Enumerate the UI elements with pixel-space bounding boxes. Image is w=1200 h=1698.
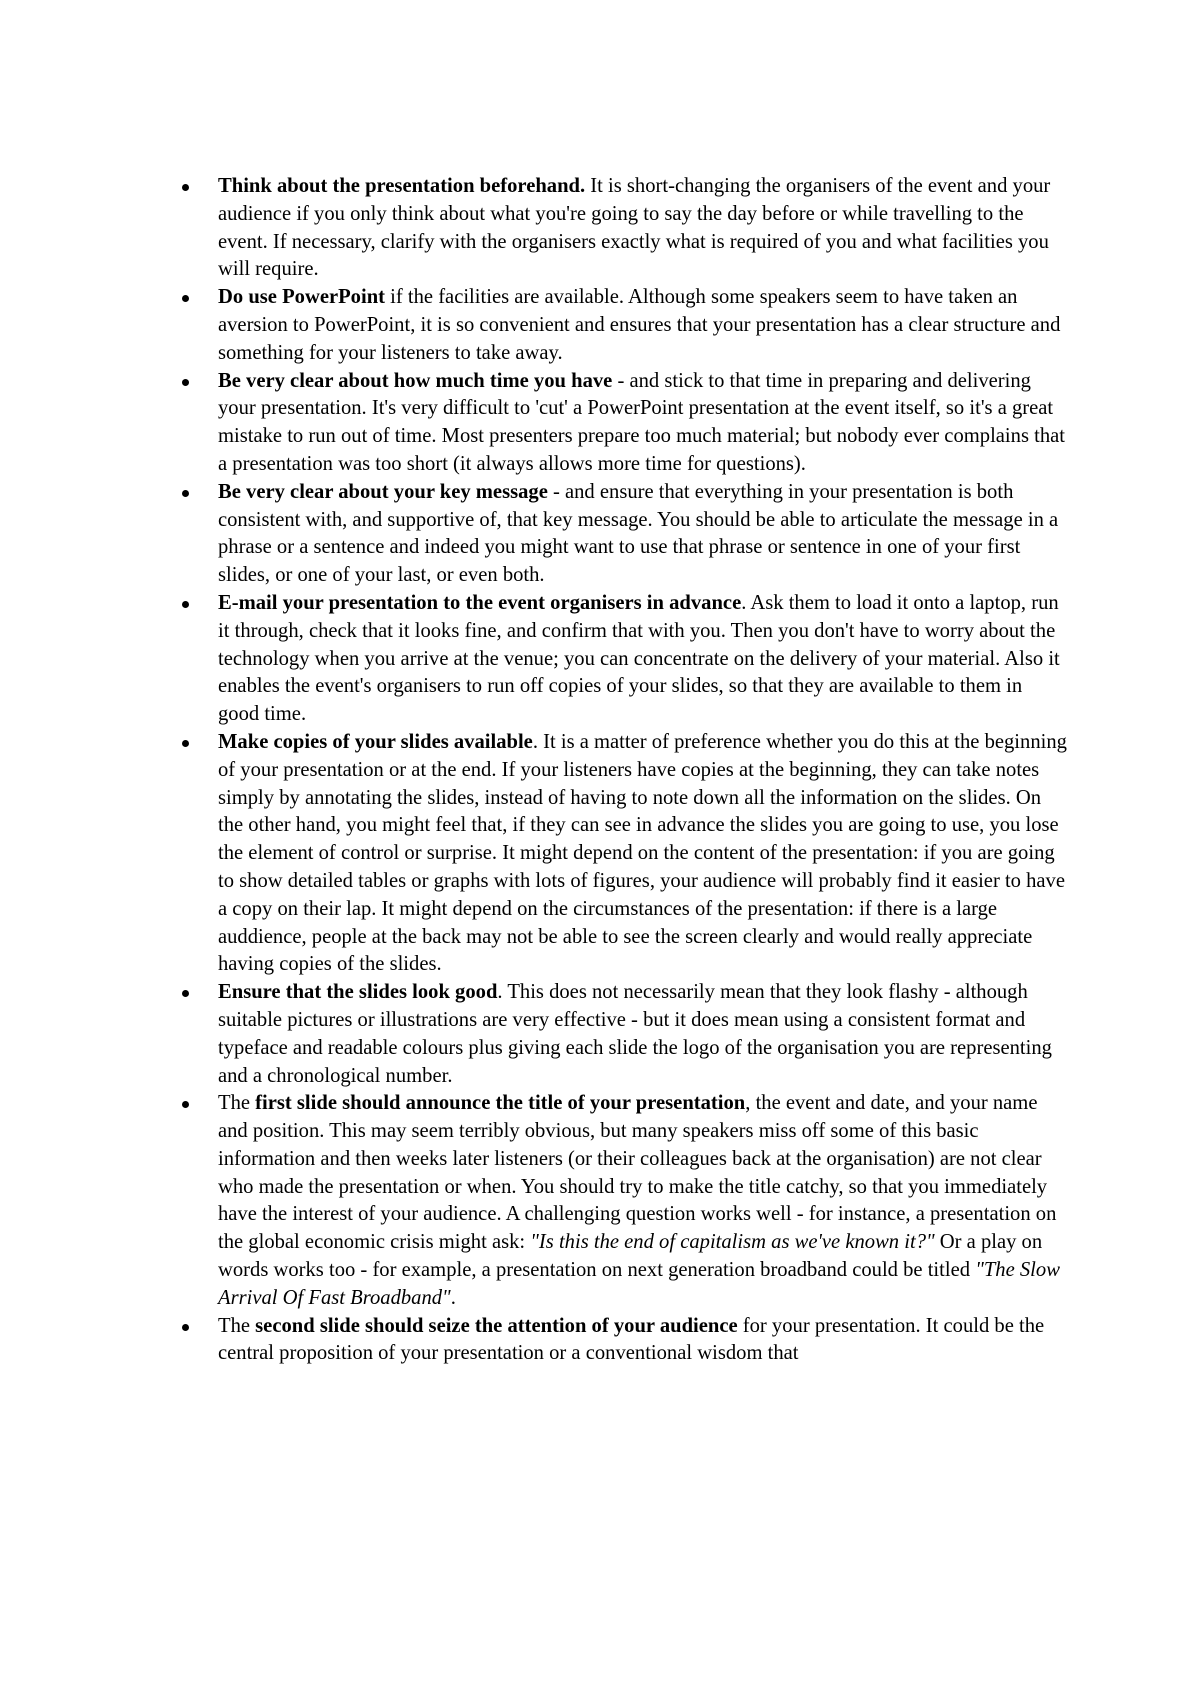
bullet-point-icon — [182, 740, 189, 747]
list-item-text: E-mail your presentation to the event organisers in advance. Ask them to load it onto a laptop, run it through, check that it looks fine, and confirm that with you. Then you don't have to worry about the technology when you arrive at the venue; you can concentrate on the delivery of your material. Also it enables the event's organisers to run off copies of your slides, so that they are available to them in good time. — [218, 591, 1060, 726]
list-item-text: Ensure that the slides look good. This does not necessarily mean that they look flashy - although suitable pictures or illustrations are very effective - but it does mean using a consistent format and typeface and readable colours plus giving each slide the logo of the organisation you are representing and a chronological number. — [218, 981, 1052, 1087]
list-item — [182, 979, 1067, 1090]
bullet-list — [182, 173, 1067, 1368]
list-item — [182, 173, 1067, 284]
list-item-text: Do use PowerPoint if the facilities are available. Although some speakers seem to have taken an aversion to PowerPoint, it is so convenient and ensures that your presentation has a clear structure and something for your listeners to take away. — [218, 286, 1061, 364]
list-item — [182, 729, 1067, 979]
list-item-heading: Think about the presentation beforehand. — [218, 175, 586, 197]
list-item-heading: second slide should seize the attention of your audience — [255, 1314, 738, 1337]
bullet-point-icon — [182, 490, 189, 497]
bullet-point-icon — [182, 379, 189, 386]
example-title-quote: "The Slow Arrival Of Fast Broadband" — [218, 1259, 1060, 1309]
list-item-heading: Make copies of your slides available — [218, 730, 533, 753]
list-item — [182, 590, 1067, 729]
list-item-heading: Ensure that the slides look good — [218, 981, 498, 1004]
list-item-text: Be very clear about how much time you have - and stick to that time in preparing and delivering your presentation. It's very difficult to 'cut' a PowerPoint presentation at the event itself, so it's a great mistake to run out of time. Most presenters prepare too much material; but nobody ever complains that a presentation was too short (it always allows more time for questions). — [218, 369, 1065, 475]
bullet-point-icon — [182, 601, 189, 608]
bullet-point-icon — [182, 1324, 189, 1331]
bullet-point-icon — [182, 1101, 189, 1108]
bullet-point-icon — [182, 184, 189, 191]
list-item-text: Make copies of your slides available. It is a matter of preference whether you do this at the beginning of your presentation or at the end. If your listeners have copies at the beginning, they can take notes simply by annotating the slides, instead of having to note down all the information on the slides. On the other hand, you might feel that, if they can see in advance the slides you are going to use, you lose the element of control or surprise. It might depend on the content of the presentation: if you are going to show detailed tables or graphs with lots of figures, your audience will probably find it easier to have a copy on their lap. It might depend on the circumstances of the presentation: if there is a large auddience, people at the back may not be able to see the screen clearly and would really appreciate having copies of the slides. — [218, 730, 1067, 976]
list-item-text: The first slide should announce the title of your presentation, the event and date, and your name and position. This may seem terribly obvious, but many speakers miss off some of this basic information and then weeks later listeners (or their colleagues back at the organisation) are not clear who made the presentation or when. You should try to make the title catchy, so that you immediately have the interest of your audience. A challenging question works well - for instance, a presentation on the global economic crisis might ask: "Is this the end of capitalism as we've known it?" Or a play on words works too - for example, a presentation on next generation broadband could be titled "The Slow Arrival Of Fast Broadband". — [218, 1092, 1060, 1309]
list-item-heading: Be very clear about your key message — [218, 480, 548, 503]
list-item-heading: first slide should announce the title of your presentation — [255, 1092, 746, 1115]
list-item-heading: E-mail your presentation to the event organisers in advance — [218, 591, 742, 614]
list-item-heading: Do use PowerPoint — [218, 286, 386, 309]
list-item-text: Be very clear about your key message - and ensure that everything in your presentation is both consistent with, and supportive of, that key message. You should be able to articulate the message in a phrase or a sentence and indeed you might want to use that phrase or sentence in one of your first slides, or one of your last, or even both. — [218, 480, 1059, 587]
bullet-point-icon — [182, 990, 189, 997]
list-item — [182, 1313, 1067, 1369]
list-item-text: Think about the presentation beforehand. It is short-changing the organisers of the event and your audience if you only think about what you're going to say the day before or while travelling to the event. If necessary, clarify with the organisers exactly what is required of you and what facilities you will require. — [218, 175, 1051, 281]
list-item-text: The second slide should seize the attention of your audience for your presentation. It could be the central proposition of your presentation or a conventional wisdom that — [218, 1314, 1045, 1365]
list-item-heading: Be very clear about how much time you have — [218, 369, 613, 392]
list-item — [182, 479, 1067, 590]
list-item — [182, 368, 1067, 479]
example-title-quote: "Is this the end of capitalism as we've known it?" — [530, 1231, 935, 1254]
bullet-point-icon — [182, 295, 189, 302]
list-item — [182, 284, 1067, 367]
list-item — [182, 1090, 1067, 1312]
